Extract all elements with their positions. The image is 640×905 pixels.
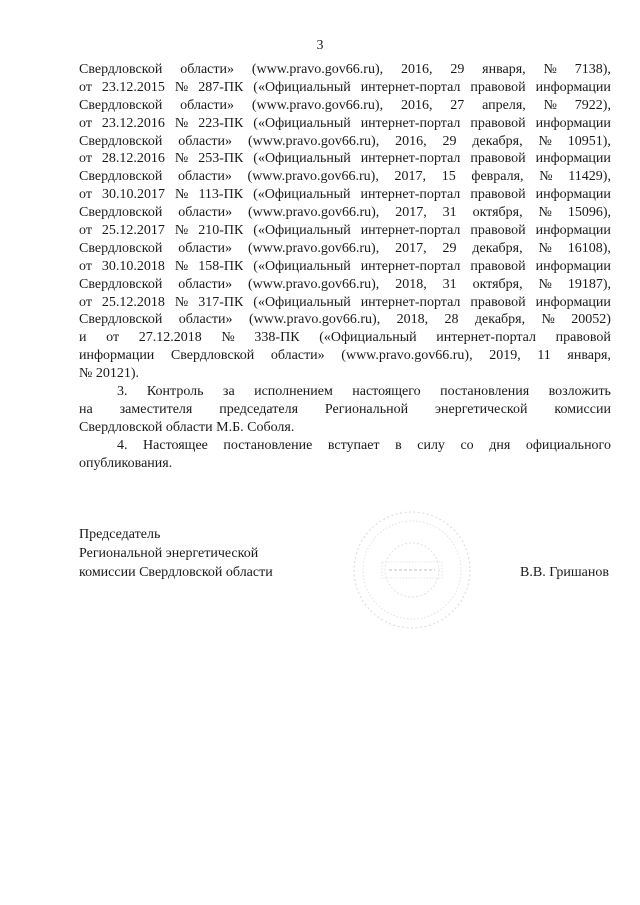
body-word: (www.pravo.gov66.ru), bbox=[247, 133, 380, 149]
body-word: информации bbox=[535, 187, 611, 203]
body-word: правовой bbox=[470, 115, 526, 131]
body-word: интернет-портал bbox=[360, 258, 461, 274]
document-body bbox=[79, 61, 611, 472]
body-word: 20052) bbox=[571, 312, 611, 328]
body-word: Свердловской bbox=[79, 276, 163, 292]
body-word: № bbox=[538, 133, 552, 149]
body-word: 11429), bbox=[568, 169, 611, 185]
body-word: от bbox=[79, 223, 92, 239]
body-line bbox=[79, 240, 611, 258]
body-word: от bbox=[79, 115, 92, 131]
body-word: («Официальный bbox=[319, 330, 417, 346]
body-word: 31 bbox=[442, 205, 457, 221]
body-line bbox=[79, 401, 611, 419]
body-word: («Официальный bbox=[253, 187, 351, 203]
body-word: 29 bbox=[442, 240, 457, 256]
body-line bbox=[79, 168, 611, 186]
body-word: 11 bbox=[537, 348, 551, 364]
body-word: 29 bbox=[442, 133, 457, 149]
body-word: интернет-портал bbox=[360, 223, 461, 239]
body-word: декабря, bbox=[472, 240, 523, 256]
body-word: интернет-портал bbox=[360, 187, 461, 203]
body-line bbox=[79, 329, 611, 347]
body-word: № bbox=[175, 187, 189, 203]
body-word: информации bbox=[535, 79, 611, 95]
body-word: энергетической bbox=[435, 401, 528, 417]
body-word: № bbox=[174, 79, 189, 95]
body-word: октября, bbox=[472, 205, 523, 221]
body-word: области» bbox=[180, 97, 234, 113]
body-word: («Официальный bbox=[253, 115, 351, 131]
body-word: 16108), bbox=[567, 240, 611, 256]
body-word: № bbox=[543, 97, 557, 113]
body-word: на bbox=[79, 401, 93, 417]
body-line bbox=[79, 97, 611, 115]
body-word: 4. bbox=[117, 437, 128, 453]
body-word: 10951), bbox=[567, 133, 611, 149]
body-word: Свердловской bbox=[79, 169, 163, 185]
body-word: 15096), bbox=[567, 205, 611, 221]
body-word: комиссии bbox=[554, 401, 611, 417]
body-word: (www.pravo.gov66.ru), bbox=[251, 62, 384, 77]
body-word: области» bbox=[178, 276, 233, 292]
body-line bbox=[79, 204, 611, 222]
body-word: настоящего bbox=[352, 384, 421, 400]
body-word: № bbox=[79, 366, 96, 382]
body-word: информации bbox=[535, 223, 611, 239]
body-word: области» bbox=[178, 169, 232, 185]
body-word: 7922), bbox=[574, 97, 611, 113]
body-word: 223-ПК bbox=[198, 115, 244, 131]
body-word: января, bbox=[567, 348, 611, 364]
body-word: № bbox=[174, 294, 189, 310]
body-word: информации bbox=[535, 115, 611, 131]
body-line bbox=[79, 419, 611, 437]
body-line bbox=[79, 347, 611, 365]
body-line bbox=[79, 437, 611, 455]
body-word: 2018, bbox=[396, 312, 429, 328]
body-word: декабря, bbox=[472, 133, 523, 149]
body-line bbox=[79, 222, 611, 240]
body-word: № bbox=[221, 330, 235, 346]
body-line bbox=[79, 186, 611, 204]
body-line bbox=[79, 150, 611, 168]
body-word: № bbox=[538, 205, 552, 221]
body-word: (www.pravo.gov66.ru), bbox=[247, 169, 379, 185]
body-word: исполнением bbox=[254, 384, 333, 400]
body-word: 7138), bbox=[574, 62, 611, 77]
signatory-title-line: Региональной энергетической bbox=[79, 546, 259, 561]
body-word: № bbox=[174, 223, 189, 239]
body-word: области» bbox=[178, 205, 233, 221]
body-word: 2018, bbox=[395, 276, 427, 292]
body-word: правовой bbox=[470, 258, 526, 274]
body-word: области» bbox=[270, 348, 325, 364]
body-word: («Официальный bbox=[253, 79, 351, 95]
body-word: 15 bbox=[441, 169, 456, 185]
body-word: области» bbox=[178, 312, 233, 328]
body-word: от bbox=[79, 79, 92, 95]
body-word: области» bbox=[178, 133, 233, 149]
body-word: интернет-портал bbox=[360, 294, 461, 310]
signatory-title bbox=[79, 525, 273, 582]
body-word: 28.12.2016 bbox=[101, 151, 165, 167]
body-word: Свердловской bbox=[79, 419, 166, 435]
body-word: правовой bbox=[470, 294, 526, 310]
body-word: № bbox=[174, 151, 189, 167]
body-word: 338-ПК bbox=[254, 330, 300, 346]
body-word: Свердловской bbox=[79, 205, 163, 221]
body-word: 317-ПК bbox=[198, 294, 244, 310]
body-word: Свердловской bbox=[79, 312, 163, 328]
body-word: возложить bbox=[548, 384, 611, 400]
body-line bbox=[79, 79, 611, 97]
body-word: 253-ПК bbox=[198, 151, 244, 167]
body-word: 23.12.2016 bbox=[101, 115, 165, 131]
body-word: 210-ПК bbox=[198, 223, 244, 239]
body-line bbox=[79, 115, 611, 133]
body-word: 25.12.2017 bbox=[101, 223, 165, 239]
body-word: интернет-портал bbox=[360, 151, 461, 167]
body-word: Свердловской bbox=[79, 62, 163, 77]
body-line bbox=[79, 311, 611, 329]
body-word: правовой bbox=[470, 151, 526, 167]
body-word: 20121). bbox=[95, 366, 140, 382]
body-word: постановления bbox=[440, 384, 530, 400]
body-word: от bbox=[79, 187, 92, 203]
body-word: области bbox=[165, 419, 217, 435]
body-word: 2019, bbox=[489, 348, 521, 364]
body-word: со bbox=[460, 437, 474, 453]
body-word: интернет-портал bbox=[360, 115, 461, 131]
body-word: правовой bbox=[555, 330, 611, 346]
body-word: информации bbox=[535, 294, 611, 310]
body-word: правовой bbox=[470, 187, 526, 203]
body-line bbox=[79, 294, 611, 312]
body-line bbox=[79, 276, 611, 294]
body-word: и bbox=[79, 330, 87, 346]
body-word: (www.pravo.gov66.ru), bbox=[248, 276, 380, 292]
signatory-title-line: комиссии Свердловской области bbox=[79, 565, 273, 580]
body-word: интернет-портал bbox=[436, 330, 537, 346]
body-word: № bbox=[543, 62, 557, 77]
page-number: 3 bbox=[316, 38, 324, 53]
body-word: за bbox=[222, 384, 235, 400]
body-word: 27 bbox=[450, 97, 465, 113]
body-word: Свердловской bbox=[79, 97, 163, 113]
body-word: информации bbox=[535, 258, 611, 274]
signatory-title-line: Председатель bbox=[79, 527, 161, 542]
body-word: 2016, bbox=[400, 97, 433, 113]
body-word: декабря, bbox=[474, 312, 526, 328]
body-word: (www.pravo.gov66.ru), bbox=[248, 312, 381, 328]
body-word: Соболя. bbox=[247, 419, 295, 435]
body-word: 113-ПК bbox=[198, 187, 244, 203]
body-word: 30.10.2018 bbox=[101, 258, 165, 274]
body-word: дня bbox=[489, 437, 511, 453]
body-word: № bbox=[539, 169, 553, 185]
body-word: 29 bbox=[450, 62, 465, 77]
body-word: января, bbox=[482, 62, 526, 77]
body-word: 28 bbox=[444, 312, 459, 328]
body-word: постановление bbox=[223, 437, 313, 453]
body-word: 2017, bbox=[395, 240, 427, 256]
body-word: правовой bbox=[470, 79, 526, 95]
body-word: № bbox=[541, 312, 555, 328]
body-word: 287-ПК bbox=[198, 79, 244, 95]
body-word: вступает bbox=[327, 437, 380, 453]
body-line bbox=[79, 61, 611, 79]
body-word: официального bbox=[525, 437, 611, 453]
official-seal-stamp bbox=[349, 507, 475, 633]
body-word: информации bbox=[535, 151, 611, 167]
body-word: Свердловской bbox=[79, 240, 163, 256]
body-word: 30.10.2017 bbox=[101, 187, 165, 203]
body-word: от bbox=[79, 151, 92, 167]
body-word: силу bbox=[417, 437, 445, 453]
body-word: Свердловской bbox=[79, 133, 163, 149]
body-word: опубликования. bbox=[79, 455, 173, 471]
body-word: 2017, bbox=[395, 205, 427, 221]
body-line bbox=[79, 383, 611, 401]
body-word: интернет-портал bbox=[360, 79, 461, 95]
body-word: Настоящее bbox=[143, 437, 208, 453]
body-word: апреля, bbox=[482, 97, 526, 113]
body-word: 19187), bbox=[567, 276, 611, 292]
body-word: от bbox=[79, 294, 92, 310]
body-word: заместителя bbox=[119, 401, 193, 417]
body-word: 3. bbox=[117, 384, 128, 400]
body-word: 23.12.2015 bbox=[101, 79, 165, 95]
body-word: 25.12.2018 bbox=[101, 294, 165, 310]
body-word: 27.12.2018 bbox=[138, 330, 202, 346]
body-word: области» bbox=[180, 62, 234, 77]
body-word: 2016, bbox=[395, 133, 427, 149]
body-line bbox=[79, 258, 611, 276]
body-word: от bbox=[106, 330, 120, 346]
body-word: («Официальный bbox=[253, 151, 351, 167]
body-word: 31 bbox=[442, 276, 457, 292]
body-word: Свердловской bbox=[170, 348, 255, 364]
body-word: (www.pravo.gov66.ru), bbox=[248, 205, 380, 221]
body-word: (www.pravo.gov66.ru), bbox=[341, 348, 473, 364]
body-word: Контроль bbox=[146, 384, 204, 400]
body-line bbox=[79, 133, 611, 151]
body-word: председателя bbox=[219, 401, 299, 417]
body-word: области» bbox=[178, 240, 233, 256]
body-word: № bbox=[538, 276, 552, 292]
body-word: № bbox=[174, 115, 189, 131]
body-word: («Официальный bbox=[253, 223, 351, 239]
body-word: информации bbox=[79, 348, 155, 364]
body-word: № bbox=[174, 258, 189, 274]
body-word: Региональной bbox=[324, 401, 409, 417]
body-word: («Официальный bbox=[253, 294, 351, 310]
body-word: октября, bbox=[472, 276, 523, 292]
body-word: от bbox=[79, 258, 92, 274]
body-word: правовой bbox=[470, 223, 526, 239]
body-word: № bbox=[538, 240, 552, 256]
body-word: М.Б. bbox=[216, 419, 248, 435]
signatory-name: В.В. Гришанов bbox=[520, 565, 609, 580]
body-word: в bbox=[395, 437, 402, 453]
body-word: (www.pravo.gov66.ru), bbox=[251, 97, 384, 113]
body-line bbox=[79, 455, 611, 473]
body-word: («Официальный bbox=[253, 258, 351, 274]
body-word: 2016, bbox=[400, 62, 433, 77]
body-line bbox=[79, 365, 611, 383]
body-word: (www.pravo.gov66.ru), bbox=[247, 240, 380, 256]
body-word: 2017, bbox=[394, 169, 427, 185]
body-word: февраля, bbox=[471, 169, 524, 185]
body-word: 158-ПК bbox=[198, 258, 244, 274]
